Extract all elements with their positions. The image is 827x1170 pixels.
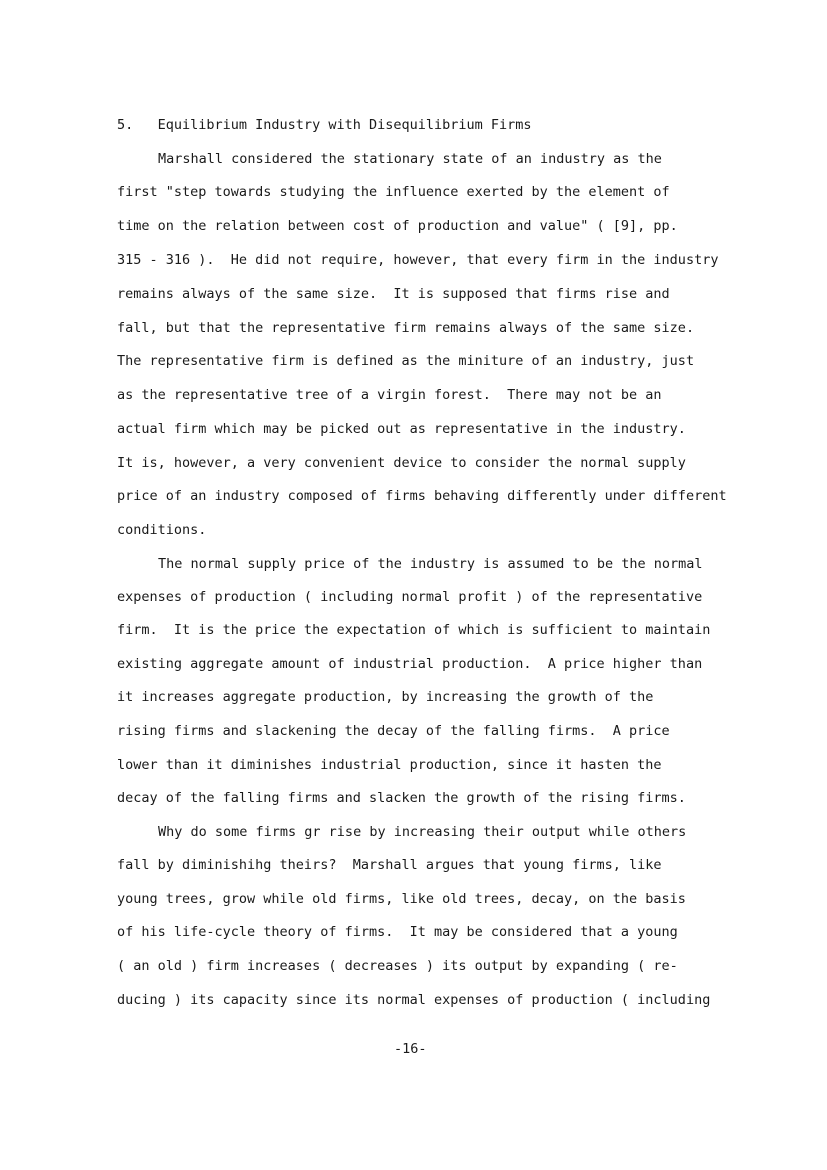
paragraph-1-line-10: It is, however, a very convenient device to consider the normal supply xyxy=(117,455,686,471)
paragraph-3-line-3: young trees, grow while old firms, like old trees, decay, on the basis xyxy=(117,891,686,907)
paragraph-1-line-1: Marshall considered the stationary state of an industry as the xyxy=(158,151,662,167)
paragraph-3-line-1: Why do some firms gr rise by increasing their output while others xyxy=(158,824,687,840)
paragraph-2-line-4: existing aggregate amount of industrial production. A price higher than xyxy=(117,656,703,672)
paragraph-1-line-11: price of an industry composed of firms behaving differently under different xyxy=(117,488,727,504)
section-heading: 5. Equilibrium Industry with Disequilibrium Firms xyxy=(117,117,532,133)
paragraph-1-line-4: 315 - 316 ). He did not require, however, that every firm in the industry xyxy=(117,252,719,268)
paragraph-1-line-5: remains always of the same size. It is supposed that firms rise and xyxy=(117,286,670,302)
paragraph-2-line-1: The normal supply price of the industry is assumed to be the normal xyxy=(158,556,703,572)
paragraph-3-line-5: ( an old ) firm increases ( decreases ) its output by expanding ( re- xyxy=(117,958,678,974)
page-number: -16- xyxy=(394,1041,427,1057)
paragraph-1-line-2: first "step towards studying the influence exerted by the element of xyxy=(117,184,670,200)
paragraph-1-line-6: fall, but that the representative firm remains always of the same size. xyxy=(117,320,695,336)
paragraph-2-line-6: rising firms and slackening the decay of the falling firms. A price xyxy=(117,723,670,739)
paragraph-1-line-7: The representative firm is defined as the miniture of an industry, just xyxy=(117,353,695,369)
paragraph-1-line-3: time on the relation between cost of production and value" ( [9], pp. xyxy=(117,218,678,234)
paragraph-2-line-5: it increases aggregate production, by increasing the growth of the xyxy=(117,689,654,705)
paragraph-1-line-9: actual firm which may be picked out as representative in the industry. xyxy=(117,421,686,437)
paragraph-2-line-3: firm. It is the price the expectation of which is sufficient to maintain xyxy=(117,622,711,638)
paragraph-2-line-7: lower than it diminishes industrial production, since it hasten the xyxy=(117,757,662,773)
paragraph-3-line-6: ducing ) its capacity since its normal expenses of production ( including xyxy=(117,992,711,1008)
paragraph-1-line-8: as the representative tree of a virgin forest. There may not be an xyxy=(117,387,662,403)
paragraph-1-line-12: conditions. xyxy=(117,522,207,538)
paragraph-2-line-2: expenses of production ( including normal profit ) of the representative xyxy=(117,589,703,605)
paragraph-2-line-8: decay of the falling firms and slacken the growth of the rising firms. xyxy=(117,790,686,806)
paragraph-3-line-2: fall by diminishihg theirs? Marshall argues that young firms, like xyxy=(117,857,662,873)
paragraph-3-line-4: of his life-cycle theory of firms. It may be considered that a young xyxy=(117,924,678,940)
